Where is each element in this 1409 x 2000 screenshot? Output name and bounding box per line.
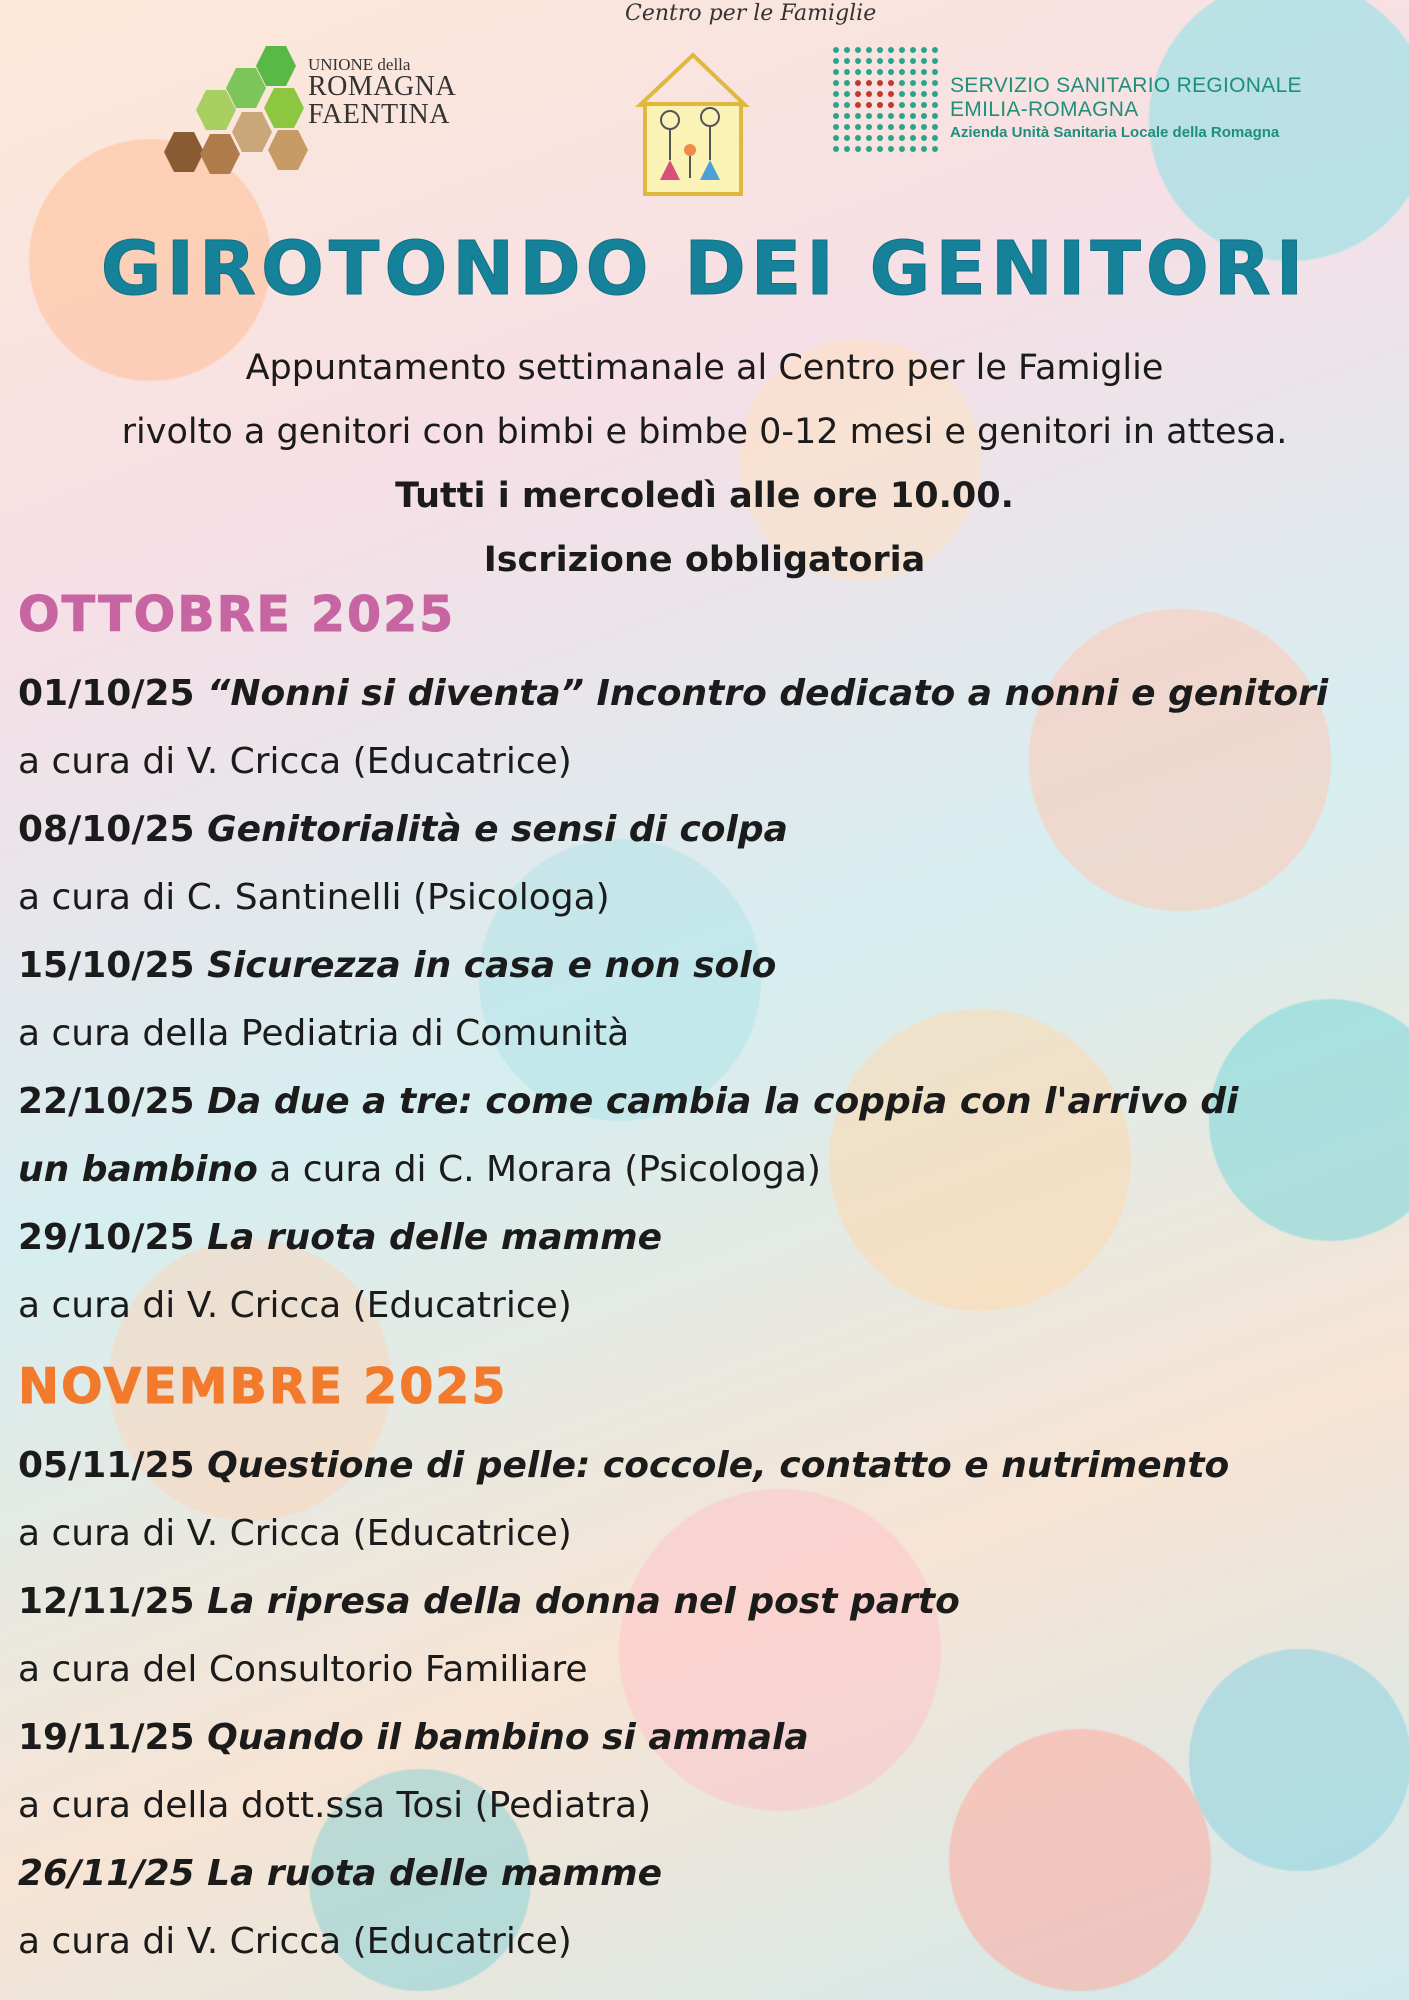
month-heading-october: OTTOBRE 2025 [18, 586, 456, 643]
ssr-logo-text [950, 74, 1302, 141]
intro-registration: Iscrizione obbligatoria [483, 540, 926, 580]
grid-dot [855, 113, 861, 119]
grid-dot [932, 69, 938, 75]
hexagon-icon [232, 112, 272, 152]
event-row [18, 1204, 1398, 1272]
house-family-icon [625, 1, 877, 220]
intro-line2: rivolto a genitori con bimbi e bimbe 0-12 mesi e genitori in attesa. [121, 412, 1288, 452]
grid-dot [899, 80, 905, 86]
grid-dot [866, 58, 872, 64]
hexagon-icon [264, 88, 304, 128]
grid-dot [888, 80, 894, 86]
grid-dot [877, 80, 883, 86]
grid-dot [877, 58, 883, 64]
dot-grid-icon [830, 44, 940, 154]
grid-dot [877, 124, 883, 130]
grid-dot [888, 146, 894, 152]
grid-dot [833, 113, 839, 119]
intro-text [0, 336, 1409, 592]
event-row [18, 728, 1398, 796]
grid-dot [855, 69, 861, 75]
grid-dot [932, 80, 938, 86]
event-title: 26/11/25 La ruota delle mamme [18, 1853, 663, 1894]
event-title: Questione di pelle: coccole, contatto e nutrimento [194, 1445, 1230, 1486]
grid-dot [921, 80, 927, 86]
event-row [18, 864, 1398, 932]
grid-dot [921, 124, 927, 130]
grid-dot [921, 135, 927, 141]
grid-dot [899, 113, 905, 119]
grid-dot [833, 47, 839, 53]
grid-dot [932, 113, 938, 119]
grid-dot [866, 80, 872, 86]
grid-dot [855, 102, 861, 108]
intro-schedule: Tutti i mercoledì alle ore 10.00. [395, 476, 1014, 516]
servizio-sanitario-logo [830, 44, 1350, 154]
grid-dot [833, 102, 839, 108]
page-title: GIROTONDO DEI GENITORI [100, 226, 1309, 312]
event-list-october [18, 660, 1398, 1340]
grid-dot [910, 135, 916, 141]
event-title: un bambino [18, 1149, 258, 1190]
grid-dot [921, 69, 927, 75]
grid-dot [910, 146, 916, 152]
grid-dot [844, 146, 850, 152]
grid-dot [910, 91, 916, 97]
grid-dot [866, 91, 872, 97]
event-presenter: a cura di C. Morara (Psicologa) [257, 1149, 821, 1190]
event-row [18, 1840, 1398, 1908]
grid-dot [921, 91, 927, 97]
grid-dot [877, 146, 883, 152]
grid-dot [910, 69, 916, 75]
grid-dot [844, 102, 850, 108]
event-presenter: a cura della dott.ssa Tosi (Pediatra) [18, 1785, 652, 1826]
grid-dot [888, 102, 894, 108]
event-row [18, 1500, 1398, 1568]
grid-dot [866, 135, 872, 141]
event-row [18, 1636, 1398, 1704]
event-row [18, 1772, 1398, 1840]
unione-line1: ROMAGNA [308, 71, 457, 102]
grid-dot [844, 91, 850, 97]
grid-dot [932, 58, 938, 64]
event-title: Quando il bambino si ammala [194, 1717, 809, 1758]
grid-dot [888, 124, 894, 130]
hexagon-icon [164, 132, 204, 172]
grid-dot [899, 135, 905, 141]
event-title: Da due a tre: come cambia la coppia con l'arrivo di [194, 1081, 1239, 1122]
grid-dot [877, 113, 883, 119]
event-row [18, 660, 1398, 728]
grid-dot [866, 124, 872, 130]
grid-dot [855, 135, 861, 141]
event-presenter: a cura di V. Cricca (Educatrice) [18, 1513, 572, 1554]
event-date: 01/10/25 [18, 673, 195, 714]
event-presenter: a cura del Consultorio Familiare [18, 1649, 588, 1690]
grid-dot [844, 58, 850, 64]
grid-dot [866, 47, 872, 53]
grid-dot [888, 69, 894, 75]
grid-dot [899, 124, 905, 130]
event-presenter: a cura di V. Cricca (Educatrice) [18, 741, 572, 782]
grid-dot [877, 102, 883, 108]
grid-dot [932, 135, 938, 141]
event-row [18, 1568, 1398, 1636]
grid-dot [833, 146, 839, 152]
grid-dot [899, 58, 905, 64]
grid-dot [877, 91, 883, 97]
grid-dot [921, 47, 927, 53]
grid-dot [932, 124, 938, 130]
grid-dot [844, 80, 850, 86]
unione-line2: FAENTINA [308, 99, 450, 130]
ssr-line1: SERVIZIO SANITARIO REGIONALE [950, 74, 1302, 97]
grid-dot [844, 47, 850, 53]
ssr-line3: Azienda Unità Sanitaria Locale della Romagna [950, 124, 1280, 141]
grid-dot [855, 124, 861, 130]
grid-dot [833, 58, 839, 64]
event-title: La ruota delle mamme [194, 1217, 663, 1258]
event-presenter: a cura di C. Santinelli (Psicologa) [18, 877, 610, 918]
event-date: 05/11/25 [18, 1445, 195, 1486]
hexagon-icon [268, 130, 308, 170]
grid-dot [888, 47, 894, 53]
grid-dot [855, 47, 861, 53]
grid-dot [910, 102, 916, 108]
event-title: Sicurezza in casa e non solo [194, 945, 777, 986]
event-row [18, 932, 1398, 1000]
grid-dot [888, 135, 894, 141]
event-row [18, 1068, 1398, 1136]
grid-dot [855, 91, 861, 97]
grid-dot [855, 80, 861, 86]
grid-dot [888, 113, 894, 119]
grid-dot [855, 146, 861, 152]
grid-dot [921, 113, 927, 119]
grid-dot [833, 124, 839, 130]
event-presenter: a cura della Pediatria di Comunità [18, 1013, 630, 1054]
grid-dot [899, 102, 905, 108]
grid-dot [888, 58, 894, 64]
ssr-line2: EMILIA-ROMAGNA [950, 98, 1139, 121]
grid-dot [844, 135, 850, 141]
grid-dot [844, 113, 850, 119]
grid-dot [833, 91, 839, 97]
unione-small-text: UNIONE della [308, 55, 411, 74]
grid-dot [910, 124, 916, 130]
header [0, 0, 1409, 220]
hexagon-icon [200, 134, 240, 174]
intro-line1: Appuntamento settimanale al Centro per le Famiglie [245, 348, 1164, 388]
grid-dot [855, 58, 861, 64]
grid-dot [866, 69, 872, 75]
grid-dot [844, 69, 850, 75]
event-row [18, 1136, 1398, 1204]
event-title: La ripresa della donna nel post parto [194, 1581, 960, 1622]
grid-dot [844, 124, 850, 130]
month-heading-november: NOVEMBRE 2025 [18, 1358, 508, 1415]
event-row [18, 1908, 1398, 1976]
event-list-november [18, 1432, 1398, 1976]
grid-dot [932, 47, 938, 53]
grid-dot [910, 113, 916, 119]
event-row [18, 1272, 1398, 1340]
centro-logo-text: Centro per le Famiglie [625, 1, 877, 26]
grid-dot [932, 146, 938, 152]
grid-dot [866, 102, 872, 108]
grid-dot [866, 146, 872, 152]
grid-dot [921, 102, 927, 108]
grid-dot [833, 69, 839, 75]
grid-dot [899, 146, 905, 152]
grid-dot [921, 58, 927, 64]
event-date: 29/10/25 [18, 1217, 195, 1258]
event-presenter: a cura di V. Cricca (Educatrice) [18, 1921, 572, 1962]
grid-dot [877, 69, 883, 75]
grid-dot [932, 102, 938, 108]
event-row [18, 1000, 1398, 1068]
grid-dot [932, 91, 938, 97]
grid-dot [910, 58, 916, 64]
centro-per-le-famiglie-logo [625, 1, 877, 220]
event-date: 22/10/25 [18, 1081, 195, 1122]
grid-dot [866, 113, 872, 119]
grid-dot [899, 91, 905, 97]
event-date: 19/11/25 [18, 1717, 195, 1758]
grid-dot [921, 146, 927, 152]
grid-dot [833, 80, 839, 86]
event-date: 12/11/25 [18, 1581, 195, 1622]
event-date: 08/10/25 [18, 809, 195, 850]
unione-romagna-faentina-logo [160, 44, 500, 174]
grid-dot [833, 135, 839, 141]
event-presenter: a cura di V. Cricca (Educatrice) [18, 1285, 572, 1326]
grid-dot [899, 47, 905, 53]
grid-dot [877, 135, 883, 141]
event-row [18, 796, 1398, 864]
grid-dot [877, 47, 883, 53]
event-date: 15/10/25 [18, 945, 195, 986]
grid-dot [899, 69, 905, 75]
event-title: “Nonni si diventa” Incontro dedicato a nonni e genitori [194, 673, 1329, 714]
event-row [18, 1432, 1398, 1500]
grid-dot [888, 91, 894, 97]
unione-logo-text [308, 56, 456, 129]
event-title: Genitorialità e sensi di colpa [194, 809, 788, 850]
event-row [18, 1704, 1398, 1772]
grid-dot [910, 47, 916, 53]
grid-dot [910, 80, 916, 86]
